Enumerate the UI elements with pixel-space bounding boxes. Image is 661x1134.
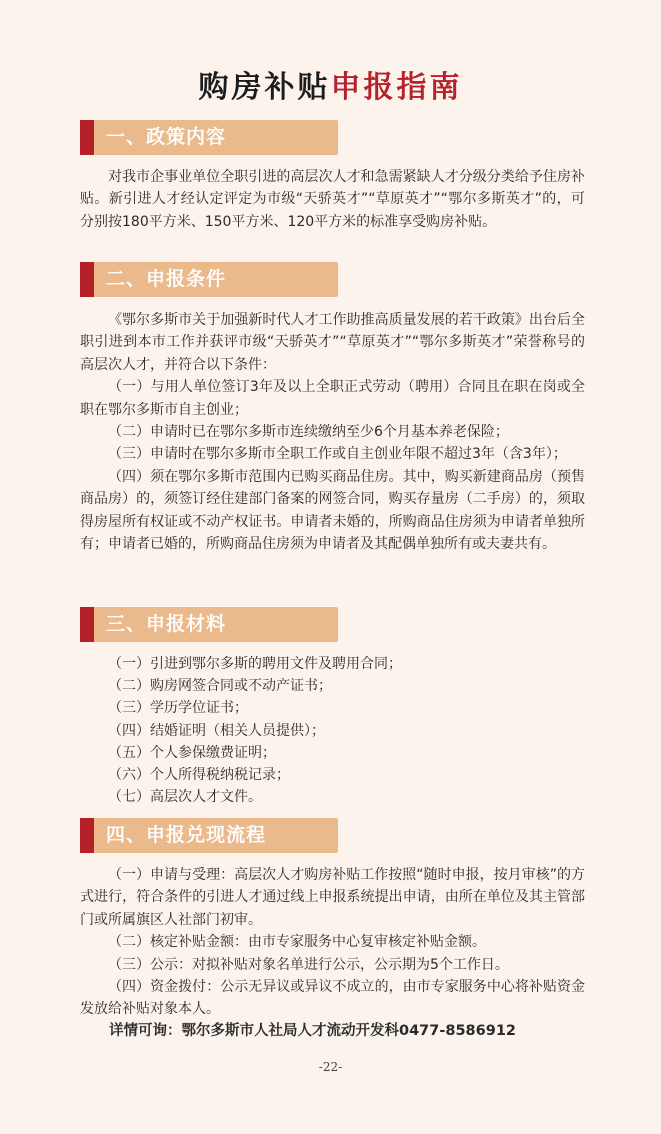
section-header-policy — [80, 120, 338, 155]
condition-item: （二）申请时已在鄂尔多斯市连续缴纳至少6个月基本养老保险； — [108, 424, 509, 441]
section-header-materials — [80, 607, 338, 642]
list-item: （五）个人参保缴费证明； — [108, 744, 276, 761]
condition-item: （四）须在鄂尔多斯市范围内已购买商品住房。其中，购买新建商品房（预售商品房）的，须签订经住建部门备案的网签合同，购买存量房（二手房）的，须取得房屋所有权证或不动产权证书。申请者未婚的，所购商品住房须为申请者单独所有；申请者已婚的，所购商品住房须为申请者及其配偶单独所有或夫妻共有。 — [80, 468, 585, 553]
process-step: （一）申请与受理：高层次人才购房补贴工作按照“随时申报，按月审核”的方式进行，符合条件的引进人才通过线上申报系统提出申请，由所在单位及其主管部门或所属旗区人社部门初审。 — [80, 867, 585, 928]
list-item: （四）结婚证明（相关人员提供）； — [108, 722, 325, 739]
section-process-body — [80, 864, 585, 1021]
condition-item: （一）与用人单位签订3年及以上全职正式劳动（聘用）合同且在职在岗或全职在鄂尔多斯市自主创业； — [80, 379, 585, 418]
process-step: （二）核定补贴金额：由市专家服务中心复审核定补贴金额。 — [108, 934, 486, 951]
section-header-conditions — [80, 262, 338, 297]
list-item: （二）购房网签合同或不动产证书； — [108, 678, 332, 695]
list-item: （一）引进到鄂尔多斯的聘用文件及聘用合同； — [108, 656, 402, 672]
list-item: （七）高层次人才文件。 — [108, 789, 262, 806]
title-part-2: 申报指南 — [330, 70, 463, 105]
section-heading: 一、政策内容 — [106, 126, 227, 148]
materials-list — [80, 653, 585, 808]
section-accent-bar — [80, 262, 94, 297]
section-accent-bar — [80, 607, 94, 642]
section-accent-bar — [80, 818, 94, 853]
page-title — [0, 62, 661, 106]
section-policy-body — [80, 166, 585, 233]
paragraph: 《鄂尔多斯市关于加强新时代人才工作助推高质量发展的若干政策》出台后全职引进到本市工作并获评市级“天骄英才”“草原英才”“鄂尔多斯英才”荣誉称号的高层次人才，并符合以下条件： — [80, 312, 585, 373]
process-step: （三）公示：对拟补贴对象名单进行公示，公示期为5个工作日。 — [108, 956, 509, 973]
page-number: -22- — [318, 1060, 343, 1074]
list-item: （六）个人所得税纳税记录； — [108, 767, 290, 784]
process-step: （四）资金拨付：公示无异议或异议不成立的，由市专家服务中心将补贴资金发放给补贴对象本人。 — [80, 979, 585, 1018]
section-accent-bar — [80, 120, 94, 155]
contact-info: 详情可询：鄂尔多斯市人社局人才流动开发科0477-8586912 — [109, 1023, 516, 1039]
section-header-process — [80, 818, 338, 853]
condition-item: （三）申请时在鄂尔多斯市全职工作或自主创业年限不超过3年（含3年）； — [108, 446, 567, 463]
title-part-1: 购房补贴 — [198, 70, 331, 105]
paragraph: 对我市企事业单位全职引进的高层次人才和急需紧缺人才分级分类给予住房补贴。新引进人才经认定评定为市级“天骄英才”“草原英才”“鄂尔多斯英才”的，可分别按180平方米、150平方米、120平方米的标准享受购房补贴。 — [80, 169, 585, 230]
list-item: （三）学历学位证书； — [108, 700, 248, 717]
section-heading: 二、申报条件 — [106, 268, 227, 290]
section-heading: 四、申报兑现流程 — [106, 824, 267, 846]
section-conditions-body — [80, 309, 585, 555]
section-heading: 三、申报材料 — [106, 613, 227, 635]
